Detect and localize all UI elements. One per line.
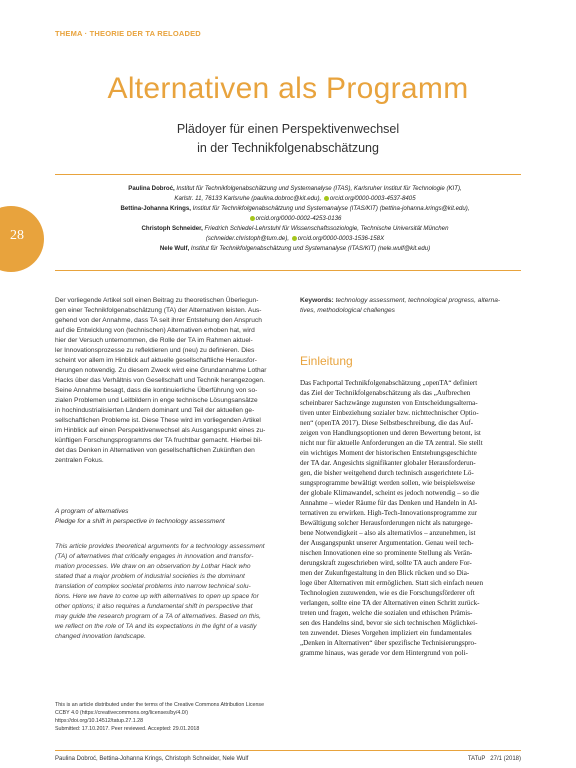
intro-text-line: Das Fachportal Technikfolgenabschätzung „openTA“ definiert: [300, 379, 478, 387]
footer-rule: [55, 750, 521, 751]
journal-brand: TATuP: [467, 756, 486, 762]
header-rule-top: [55, 174, 521, 175]
footer-issue: [468, 756, 521, 762]
footer-authors: Paulina Dobroć, Bettina-Johanna Krings, Christoph Schneider, Nele Wulf: [55, 756, 249, 762]
intro-text-line: sen des Handelns sind, bevor sie sich technischen Möglichkei-: [300, 619, 478, 627]
english-title-block: [55, 507, 289, 527]
abstract-de-line: gehend von der Annahme, dass TA seit ihrer Entstehung den Anspruch: [55, 317, 262, 324]
intro-text-line: ten zuwendet. Dieses Vorgehen impliziert ein fundamentales: [300, 629, 472, 637]
abstract-de-line: gen einer Technikfolgenabschätzung (TA) der Alternativen leisten. Aus-: [55, 307, 262, 314]
author-4: Nele Wulf, Institut für Technikfolgenabschätzung und Systemanalyse (ITAS/KIT) (nele.wulf@kit.edu): [159, 245, 431, 252]
abstract-de-line: Der vorliegende Artikel soll einen Beitrag zu theoretischen Überlegun-: [55, 297, 259, 304]
license-line: CCBY 4.0 (https://creativecommons.org/licenses/by/4.0/): [55, 710, 188, 716]
orcid-link[interactable]: orcid.org/0000-0003-4537-8405: [329, 195, 416, 202]
abstract-de-line: im Hinblick auf einen Perspektivenwechsel als Ausgangspunkt eines zu-: [55, 427, 266, 434]
abstract-de-line: hier der Versuch unternommen, die Rolle der TA im Rahmen aktuel-: [55, 337, 253, 344]
abstract-en-line: (TA) of alternatives that critically engages in innovation and transfor-: [55, 553, 254, 560]
abstract-de-line: auf die Entwicklung von (technischen) Alternativen erhoben hat, wird: [55, 327, 255, 334]
abstract-de-line: in hochindustrialisierten Ländern dominant und Teil der aktuellen ge-: [55, 407, 255, 414]
abstract-de-line: sellschaftlichen Probleme ist. Diese These wird im vorliegenden Artikel: [55, 417, 261, 424]
intro-text-line: Bewältigung solcher Herausforderungen nicht als naturgege-: [300, 519, 473, 527]
abstract-en-line: other options; it also requires a fundamental shift in perspective that: [55, 603, 253, 610]
intro-text-line: Technologien zuzuwenden, wie es die Forschungsförderer oft: [300, 589, 475, 597]
subtitle-line-1: Plädoyer für einen Perspektivenwechsel: [176, 122, 400, 136]
intro-text-line: treten und fragen, welche die sozialen und ethischen Prämis-: [300, 609, 473, 617]
keywords-label: Keywords:: [300, 297, 334, 304]
intro-text-line: Annahme – wieder Räume für das Denken und Handeln in Al-: [300, 499, 478, 507]
page-number: 28: [10, 228, 24, 243]
intro-text-line: gramme hinaus, was gerade vor dem Hintergrund von poli-: [300, 649, 468, 657]
intro-text-line: scheinbarer Sachzwänge zugunsten von Entscheidungsalterna-: [300, 399, 478, 407]
author-3: Christoph Schneider, Friedrich Schiedel-Lehrstuhl für Wissenschaftssoziologie, Technische Universität München: [141, 225, 449, 232]
intro-text-line: zeigen von Handlungsoptionen und deren Bewertung betont, ist: [300, 429, 481, 437]
article-title: Alternativen als Programm: [107, 72, 469, 105]
abstract-en: [55, 542, 289, 642]
abstract-en-line: translation of complex societal problems into narrow technical solu-: [55, 583, 251, 590]
keywords: Keywords: technology assessment, technological progress, alterna- tives, methodological challenges: [300, 297, 501, 314]
abstract-en-line: mation processes. We draw on an observation by Lothar Hack who: [55, 563, 251, 570]
abstract-de-line: det das Denken in Alternativen von gesellschaftlichen Zukünften den: [55, 447, 255, 454]
article-subtitle: [0, 120, 576, 158]
abstract-de-line: ler Innovationsprozesse zu reflektieren und (neu) zu definieren. Dies: [55, 347, 255, 354]
abstract-de: [55, 296, 289, 466]
orcid-icon: [324, 196, 329, 201]
license-line: This is an article distributed under the terms of the Creative Commons Attribution License: [55, 702, 265, 708]
author-2: Bettina-Johanna Krings, Institut für Technikfolgenabschätzung und Systemanalyse (ITAS/KIT) (bettina-johanna.krings@kit.edu),: [120, 205, 470, 212]
abstract-en-line: we reflect on the role of TA and its expectations in the light of a vastly: [55, 623, 257, 630]
abstract-de-line: zentralen Fokus.: [55, 457, 104, 464]
english-subtitle: Pledge for a shift in perspective in technology assessment: [55, 518, 225, 525]
intro-text-line: ein wichtiges Moment der historischen Entstehungsgeschichte: [300, 449, 477, 457]
intro-text-line: ternativen zu erwirken. High-Tech-Innovationsprogramme zur: [300, 509, 477, 517]
intro-text-line: derungskraft zugeschrieben wird, sollte TA auch andere For-: [300, 559, 472, 567]
intro-text-line: nicht nur für aktuelle Anforderungen an die TA zentral. Sie stellt: [300, 439, 483, 447]
english-title: A program of alternatives: [55, 508, 129, 515]
abstract-de-line: Seine Annahme besagt, dass die kontinuierliche Überführung von so-: [55, 387, 258, 394]
intro-heading: Einleitung: [300, 354, 353, 368]
orcid-link[interactable]: orcid.org/0000-0003-1536-158X: [297, 235, 385, 242]
intro-text-line: verlangen, sollte eine TA der Alternativen einen Schritt zurück-: [300, 599, 480, 607]
section-label: THEMA · THEORIE DER TA RELOADED: [55, 29, 201, 38]
abstract-de-line: derungen notwendig. Zu diesem Zweck wird eine Grundannahme Lothar: [55, 367, 267, 374]
abstract-de-line: zialen Problemen und Leitbildern in enge technische Lösungsansätze: [55, 397, 258, 404]
author-1: Paulina Dobroć, Institut für Technikfolgenabschätzung und Systemanalyse (ITAS), Karlsruher Institut für Technologie (KIT),: [128, 185, 462, 192]
issue-number: 27/1 (2018): [490, 756, 521, 762]
license-line: https://doi.org/10.14512/tatup.27.1.28: [55, 718, 144, 724]
header-rule-bottom: [55, 270, 521, 271]
abstract-de-line: künftigen Forschungsprogramms der TA fruchtbar gemacht. Hierbei bil-: [55, 437, 263, 444]
intro-text-line: sungsprogramme bewältigt werden sollen, wie beispielsweise: [300, 479, 475, 487]
orcid-link[interactable]: orcid.org/0000-0002-4253-0136: [255, 215, 342, 222]
intro-text-line: der TA dar. Angesichts signifikanter globaler Herausforderun-: [300, 459, 476, 467]
abstract-en-line: changed innovation landscape.: [55, 633, 146, 640]
abstract-de-line: Hacks über das Verhältnis von Gesellschaft und Technik herangezogen.: [55, 377, 265, 384]
abstract-en-line: may guide the research program of a TA of alternatives. Based on this,: [55, 613, 261, 620]
intro-text-line: loge über Alternativen mit ermöglichen. Statt sich einfach neuen: [300, 579, 483, 587]
abstract-en-line: This article provides theoretical arguments for a technology assessment: [55, 543, 265, 550]
intro-text: [300, 378, 522, 658]
orcid-icon: [292, 236, 297, 241]
intro-text-line: „Denken in Alternativen“ über spezifische Technisierungspro-: [300, 639, 477, 647]
license-block: [55, 701, 295, 733]
intro-text-line: tiven unter Einbeziehung sozialer bzw. nichttechnischer Optio-: [300, 409, 479, 417]
abstract-de-line: scheint vor allem im Hinblick auf aktuelle gesellschaftliche Herausfor-: [55, 357, 257, 364]
subtitle-line-2: in der Technikfolgenabschätzung: [197, 141, 379, 155]
intro-text-line: nen“ (openTA 2017). Diese Selbstbeschreibung, die das Auf-: [300, 419, 473, 427]
intro-text-line: der globale Klimawandel, scheint es jedoch notwendig – so die: [300, 489, 480, 497]
abstract-en-line: tions. Here we have to come up with alternatives to open up space for: [55, 593, 259, 600]
intro-text-line: gen, die bisher weitgehend durch technisch ausgerichtete Lö-: [300, 469, 474, 477]
intro-text-line: nischen Innovationen eine so prominente Stellung als Verän-: [300, 549, 473, 557]
intro-text-line: men der Zukunftgestaltung in den Blick rücken und so Dia-: [300, 569, 470, 577]
author-block: Paulina Dobroć, Institut für Technikfolgenabschätzung und Systemanalyse (ITAS), Karlsruher Institut für Technologie (KIT), Karlstr. 11, 76133 Karlsruhe (paulina.dobroc@kit.edu), orcid.org/0000-0003-4537-8405 Bettina-Johanna Krings, Institut für Technikfolgenabschätzung und Systemanalyse (ITAS/KIT) (bettina-johanna.krings@kit.edu), orcid.org/0000-0002-4253-0136 Christoph Schneider, Friedrich Schiedel-Lehrstuhl für Wissenschaftssoziologie, Technische Universität München (schneider.christoph@tum.de), orcid.org/0000-0003-1536-158X Nele Wulf, Institut für Technikfolgenabschätzung und Systemanalyse (ITAS/KIT) (nele.wulf@kit.edu): [70, 184, 520, 254]
abstract-en-line: stated that a major problem of industrial societies is the dominant: [55, 573, 245, 580]
intro-text-line: bene Notwendigkeit – also als alternativlos – anzunehmen, ist: [300, 529, 476, 537]
orcid-icon: [250, 216, 255, 221]
license-line: Submitted: 17.10.2017. Peer reviewed. Accepted: 29.01.2018: [55, 726, 200, 732]
intro-text-line: das Ziel der Technikfolgenabschätzung als das „Aufbrechen: [300, 389, 471, 397]
intro-text-line: der Ausgangspunkt unserer Argumentation. Genau weil tech-: [300, 539, 474, 547]
